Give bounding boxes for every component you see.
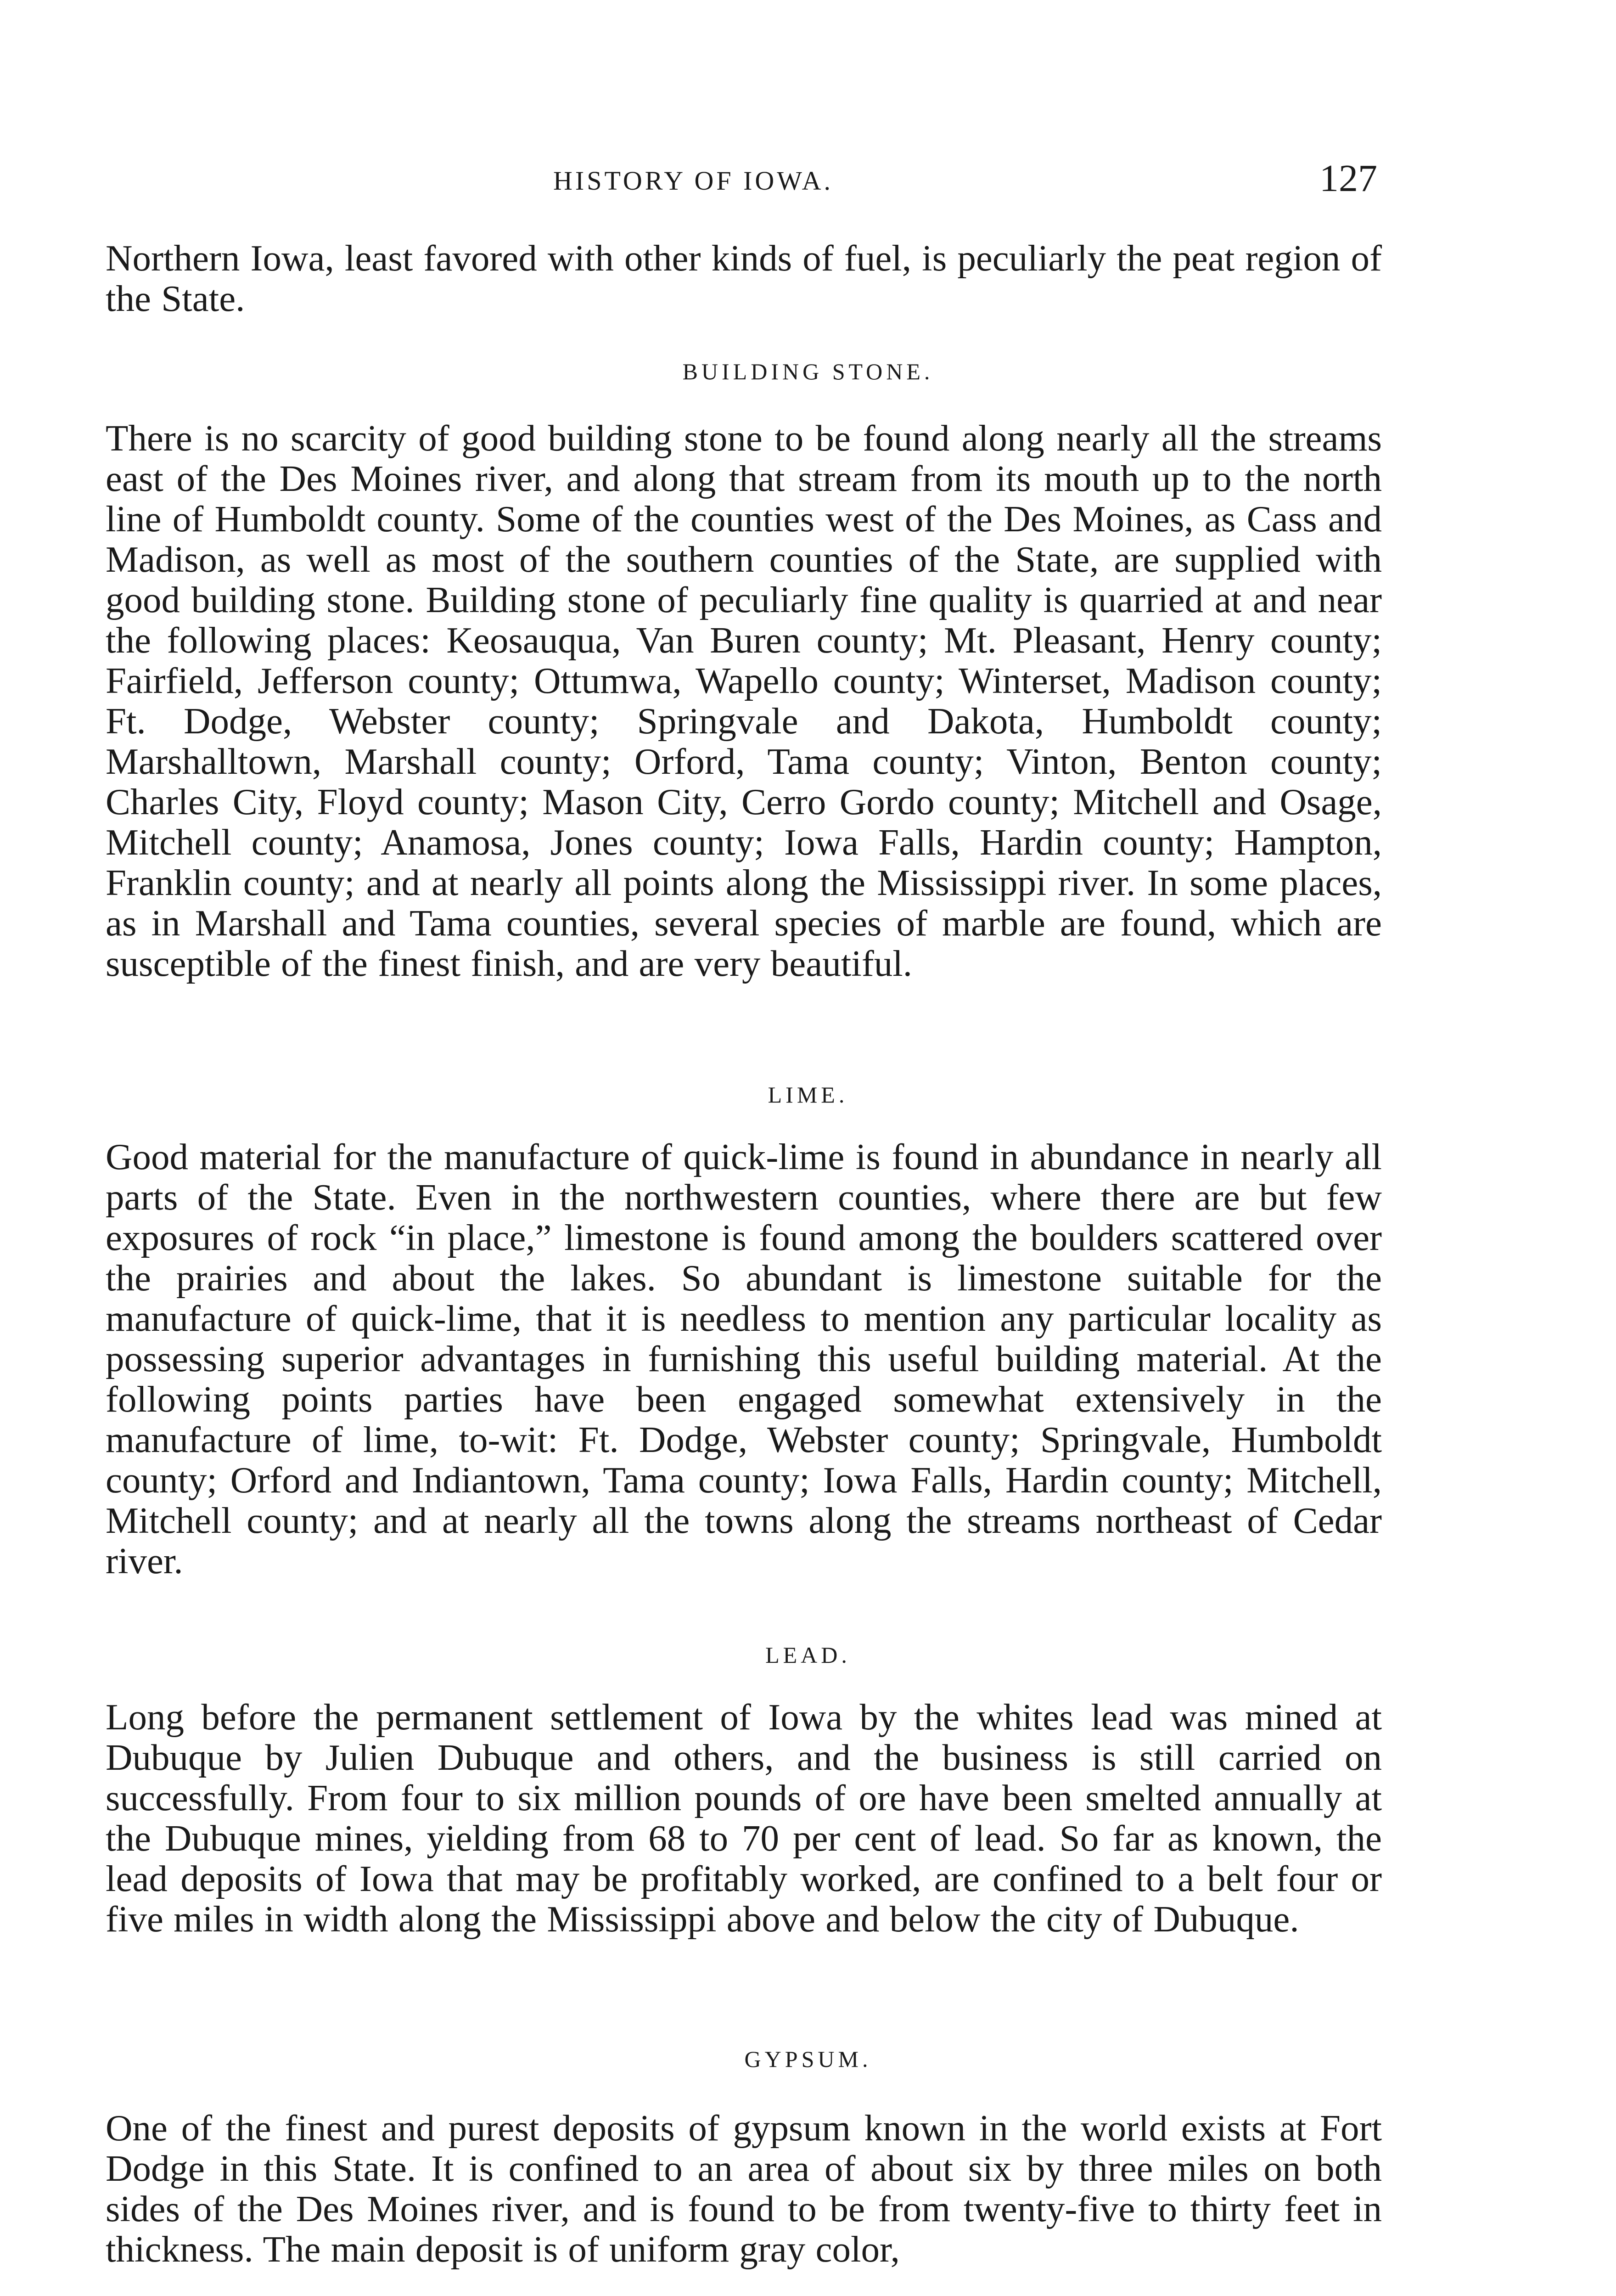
section-paragraph-lead: Long before the permanent settlement of Iowa by the whites lead was mined at Dubuque by Julien Dubuque and others, and the business is still carried on successfully. From four to six million pounds of ore have been smelted annually at the Dubuque mines, yielding from 68 to 70 per cent of lead. So far as known, the lead deposits of Iowa that may be profitably worked, are confined to a belt four or five miles in width along the Mississippi above and below the city of Dubuque. (106, 1696, 1382, 1940)
running-title: HISTORY OF IOWA. (553, 166, 833, 196)
intro-paragraph: Northern Iowa, least favored with other kinds of fuel, is peculiarly the peat region of the State. (106, 237, 1382, 319)
section-heading-lead: LEAD. (765, 1642, 851, 1668)
section-paragraph-gypsum: One of the finest and purest deposits of gypsum known in the world exists at Fort Dodge in this State. It is confined to an area of about six by three miles on both sides of the Des Moines river, and is found to be from twenty-five to thirty feet in thickness. The main deposit is of uniform gray color, (106, 2107, 1382, 2270)
section-paragraph-building-stone: There is no scarcity of good building stone to be found along nearly all the streams east of the Des Moines river, and along that stream from its mouth up to the north line of Humboldt county. Some of the counties west of the Des Moines, as Cass and Madison, as well as most of the southern counties of the State, are supplied with good building stone. Building stone of peculiarly fine quality is quarried at and near the following places: Keosauqua, Van Buren county; Mt. Pleasant, Henry county; Fairfield, Jefferson county; Ottumwa, Wapello county; Winterset, Madison county; Ft. Dodge, Webster county; Springvale and Dakota, Humboldt county; Marshalltown, Marshall county; Orford, Tama county; Vinton, Benton county; Charles City, Floyd county; Mason City, Cerro Gordo county; Mitchell and Osage, Mitchell county; Anamosa, Jones county; Iowa Falls, Hardin county; Hampton, Franklin county; and at nearly all points along the Mississippi river. In some places, as in Marshall and Tama counties, several species of marble are found, which are susceptible of the finest finish, and are very beautiful. (106, 417, 1382, 984)
section-paragraph-lime: Good material for the manufacture of quick-lime is found in abundance in nearly all parts of the State. Even in the northwestern counties, where there are but few exposures of rock “in place,” limestone is found among the boulders scattered over the prairies and about the lakes. So abundant is limestone suitable for the manufacture of quick-lime, that it is needless to mention any particular locality as possessing superior advantages in furnishing this useful building material. At the following points parties have been engaged somewhat extensively in the manufacture of lime, to-wit: Ft. Dodge, Webster county; Springvale, Humboldt county; Orford and Indiantown, Tama county; Iowa Falls, Hardin county; Mitchell, Mitchell county; and at nearly all the towns along the streams northeast of Cedar river. (106, 1136, 1382, 1581)
section-heading-lime: LIME. (768, 1082, 848, 1108)
section-heading-building-stone: BUILDING STONE. (682, 359, 934, 384)
running-header (0, 156, 1616, 211)
section-heading-gypsum: GYPSUM. (744, 2046, 872, 2072)
page-number: 127 (1319, 157, 1377, 200)
